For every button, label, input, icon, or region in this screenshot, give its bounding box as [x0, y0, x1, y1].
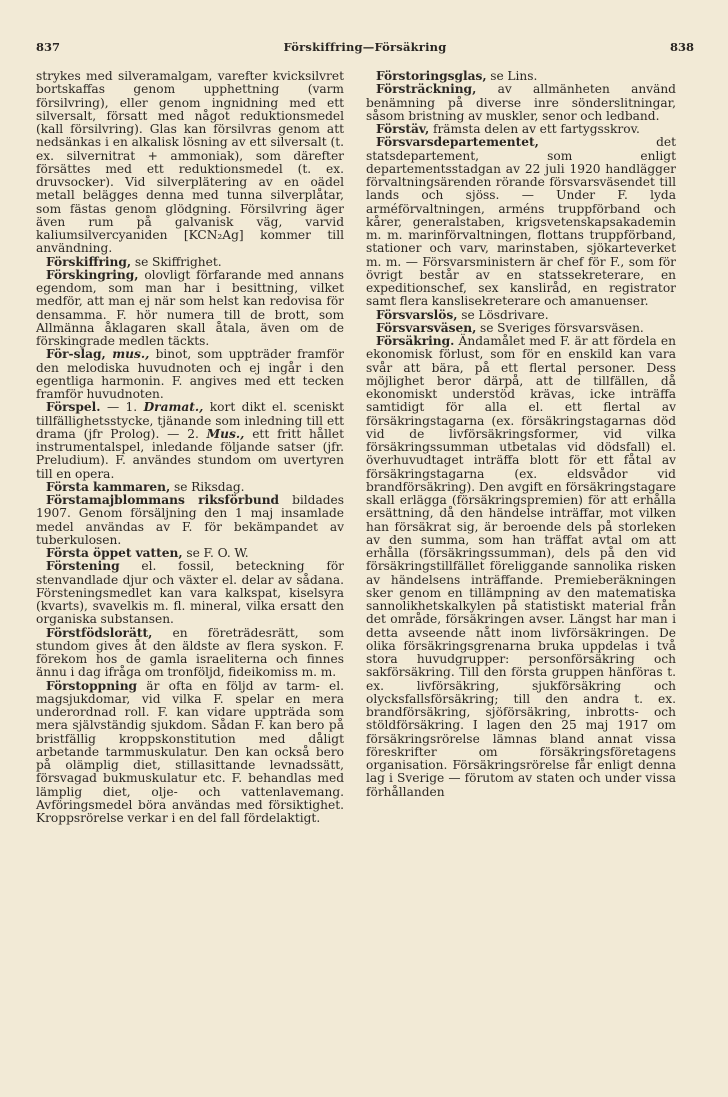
headword: Försvarsdepartementet,	[376, 135, 539, 150]
headword: Förstamajblommans riksförbund	[46, 493, 280, 507]
headword: Försvarslös,	[376, 307, 458, 322]
entry-forslag: För-slag, mus., binot, som uppträder framför den melodiska huvudnoten och ej ingår i den egentliga harmonin. F. angives med ett tecken framför huvudnoten.	[36, 347, 345, 401]
entry-forsta-kammaren: Första kammaren, se Riksdag.	[46, 479, 245, 494]
page-number-right: 838	[669, 40, 694, 54]
headword: Förstening	[46, 559, 120, 574]
entry-forstfodslorat: Förstfödslorätt, en företrädesrätt, som stundom gives åt den äldste av flera syskon. F. förekom hos de gamla israeliterna och finnes ännu i dag ifråga om tronföljd, fideikomiss m. m.	[36, 625, 344, 680]
headword: Förstoppning	[46, 678, 138, 693]
page-header	[36, 40, 694, 60]
headword: Första kammaren,	[46, 479, 171, 494]
headword: Första öppet vatten,	[46, 546, 183, 560]
headword: Förskingring,	[46, 267, 139, 282]
entry-continuation: strykes med silveramalgam, varefter kvicksilvret bortskaffas genom upphettning (varm försilvring), eller genom ingnidning med ett silversalt, försatt med något reduktionsmedel (kall försilvring). Glas kan försilvras genom att nedsänkas i en alkalisk lösning av ett silversalt (t. ex. silvernitrat + ammoniak), som därefter försättes med ett reduktionsmedel (t. ex. druvsocker). Vid silverplätering av en oädel metall belägges denna med tunna silverplåtar, som fästas genom glödgning. Försilvring äger även rum på galvanisk väg, varvid kaliumsilvercyaniden [KCN₂Ag] kommer till användning.	[36, 69, 344, 256]
entry-forsakring: Försäkring. Ändamålet med F. är att fördela en ekonomisk förlust, som för en enskild kan vara svår att bära, på ett flertal personer. Dess möjlighet beror därpå, att de tillfällen, då ekonomiskt understöd krävas, icke inträffa samtidigt för alla el. ett flertal av försäkringstagarna (ex. försäkringstagarnas död vid de livförsäkringsformer, vid vilka försäkringssumman utbetalas vid dödsfall) el. överhuvudtaget inträffa blott för ett fåtal av försäkringstagarna (ex. eldsvådor vid brandförsäkring). Den avgift en försäkringstagare skall erlägga (försäkringspremien) för att erhålla ersättning, då den händelse inträffar, mot vilken han försäkrat sig, är beroende dels på storleken av den summa, som han träffat avtal om att erhålla (försäkringssumman), dels på den vid försäkringstillfället föreliggande sannolika risken av händelsens inträffande. Premieberäkningen sker genom en tillämpning av den matematiska sannolikhetskalkylen på statistiskt material från det område, försäkringen avser. Längst har man i detta avseende nått inom livförsäkringen. De olika försäkringsgrenarna bruka uppdelas i två stora huvudgrupper: personförsäkring och sakförsäkring. Till den första gruppen hänföras t. ex. livförsäkring, sjukförsäkring och olycksfallsförsäkring; till den andra t. ex. brandförsäkring, sjöförsäkring, inbrotts- och stöldförsäkring. I lagen den 25 maj 1917 om försäkringsrörelse lämnas bland annat vissa föreskrifter om försäkringsföretagens organisation. Försäkringsrörelse får enligt denna lag i Sverige — förutom av staten och under vissa förhållanden	[366, 334, 676, 799]
right-column	[366, 70, 676, 799]
entry-forsvarsdepartementet: Försvarsdepartementet, det statsdepartement, som enligt departementsstadgan av 22 juli 1920 handlägger förvaltningsärenden rörande försvarsväsendet till lands och sjöss. — Under F. lyda arméförvaltningen, arméns truppförband och kårer, generalstaben, krigsvetenskapsakademin m. m. marinförvaltningen, flottans truppförband, stationer och varv, marinstaben, sjökarteverket m. m. — Försvarsministern är chef för F., som för övrigt består av en statssekreterare, en expeditionschef, sex kansliråd, en registrator samt flera kanslisekreterare och amanuenser.	[366, 135, 676, 309]
entry-forstoppning: Förstoppning är ofta en följd av tarm- el. magsjukdomar, vid vilka F. spelar en mera underordnad roll. F. kan vidare uppträda som mera självständig sjukdom. Sådan F. kan bero på bristfällig kroppskonstitution med dåligt arbetande tarmmuskulatur. Den kan också bero på olämplig diet, stillasittande levnadssätt, försvagad bukmuskulatur etc. F. behandlas med lämplig diet, olje- och vattenlavemang. Avföringsmedel böra användas med försiktighet. Kroppsrörelse verkar i en del fall fördelaktigt.	[36, 678, 344, 825]
entry-forstrackning: Försträckning, av allmänheten använd benämning på diverse inre sönderslitningar, såsom bristning av muskler, senor och ledband.	[366, 82, 676, 123]
headword: Förstoringsglas,	[376, 69, 487, 83]
entry-forstening: Förstening el. fossil, beteckning för stenvandlade djur och växter el. delar av sådana. Försteningsmedlet kan vara kalkspat, kiselsyra (kvarts), svavelkis m. fl. mineral, vilka ersatt den organiska substansen.	[36, 559, 344, 627]
headword: Försäkring.	[376, 334, 455, 348]
headword: Förspel.	[46, 400, 101, 415]
headword: Förskiffring,	[46, 254, 132, 269]
entry-forstoringsglas: Förstoringsglas, se Lins.	[376, 69, 538, 83]
entry-forsvarslos: Försvarslös, se Lösdrivare.	[376, 307, 549, 322]
running-title: Förskiffring—Försäkring	[283, 40, 447, 54]
headword: För-slag,	[46, 347, 106, 362]
headword: Försvarsväsen,	[376, 320, 477, 335]
entry-forspel: Förspel. — 1. Dramat., kort dikt el. sceniskt tillfällighetsstycke, tjänande som inledning till ett drama (jfr Prolog). — 2. Mus., ett fritt hållet instrumentalspel, inledande följande satser (jfr. Preludium). F. användes stundom om uvertyren till en opera.	[36, 400, 345, 481]
entry-forstav: Förstäv, främsta delen av ett fartygsskrov.	[376, 122, 640, 136]
entry-forskingring: Förskingring, olovligt förfarande med annans egendom, som man har i besittning, vilket medför, att man ej när som helst kan redovisa för densamma. F. hör numera till de brott, som Allmänna åklagaren skall åtala, även om de förskingrade medlen täckts.	[36, 267, 344, 348]
headword: Förstäv,	[376, 122, 430, 136]
entry-forskiffring: Förskiffring, se Skiffrighet.	[46, 254, 222, 269]
entry-forstamajblommans: Förstamajblommans riksförbund bildades 1907. Genom försäljning den 1 maj insamlade medel användas av F. för bekämpandet av tuberkulosen.	[36, 493, 345, 547]
headword: Förstfödslorätt,	[46, 625, 153, 640]
page-number-left: 837	[36, 40, 61, 54]
entry-forsvarsvasen: Försvarsväsen, se Sveriges försvarsväsen.	[376, 320, 644, 335]
entry-forsta-oppet-vatten: Första öppet vatten, se F. O. W.	[46, 546, 249, 560]
left-column	[36, 70, 344, 825]
headword: Försträckning,	[376, 82, 477, 97]
